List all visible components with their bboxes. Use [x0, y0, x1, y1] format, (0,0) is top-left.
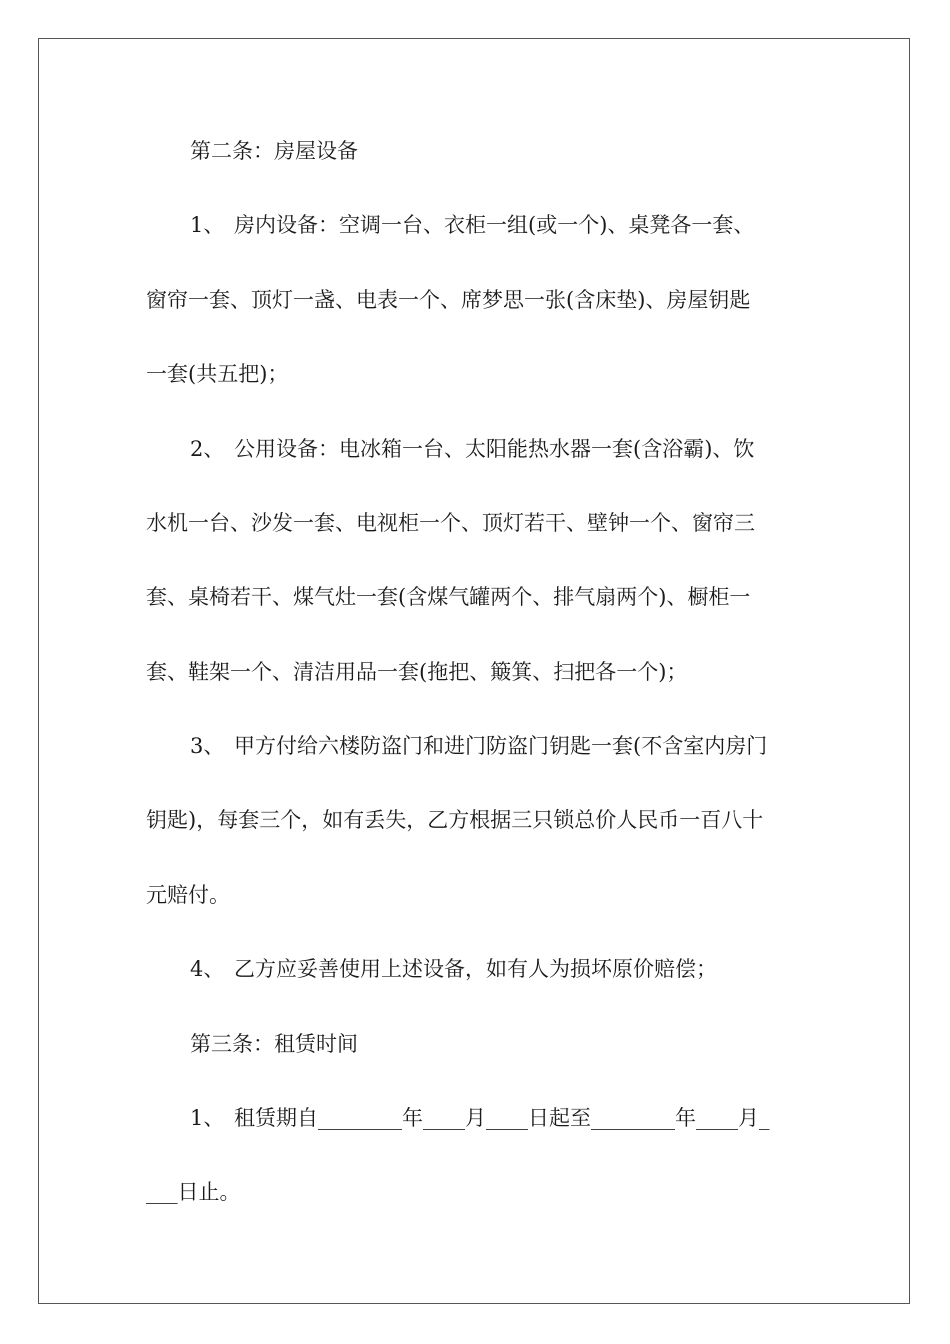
- list-item-continued: 窗帘一套、顶灯一盏、电表一个、席梦思一张(含床垫)、房屋钥匙: [146, 287, 751, 312]
- section-heading: 第三条：租赁时间: [190, 1031, 358, 1056]
- list-item-continued: 一套(共五把)；: [146, 362, 289, 387]
- list-item-continued: 元赔付。: [146, 882, 230, 907]
- section-heading: 第二条：房屋设备: [190, 139, 358, 163]
- list-item-continued: 水机一台、沙发一套、电视柜一个、顶灯若干、壁钟一个、窗帘三: [146, 510, 755, 535]
- list-item-continued: 套、桌椅若干、煤气灶一套(含煤气罐两个、排气扇两个)、橱柜一: [146, 585, 751, 610]
- list-item: 3、 甲方付给六楼防盗门和进门防盗门钥匙一套(不含室内房门: [190, 734, 768, 758]
- list-item: 1、 房内设备：空调一台、衣柜一组(或一个)、桌凳各一套、: [190, 213, 755, 238]
- list-item-continued: 钥匙)，每套三个，如有丢失，乙方根据三只锁总价人民币一百八十: [146, 808, 764, 833]
- list-item-continued: ___日止。: [146, 1180, 241, 1205]
- list-item-continued: 套、鞋架一个、清洁用品一套(拖把、簸箕、扫把各一个)；: [146, 659, 688, 684]
- list-item: 4、 乙方应妥善使用上述设备，如有人为损坏原价赔偿；: [190, 957, 717, 982]
- document-body: [146, 133, 816, 1211]
- list-item: 2、 公用设备：电冰箱一台、太阳能热水器一套(含浴霸)、饮: [190, 436, 755, 461]
- list-item: 1、 租赁期自________年____月____日起至________年____月_: [190, 1105, 770, 1130]
